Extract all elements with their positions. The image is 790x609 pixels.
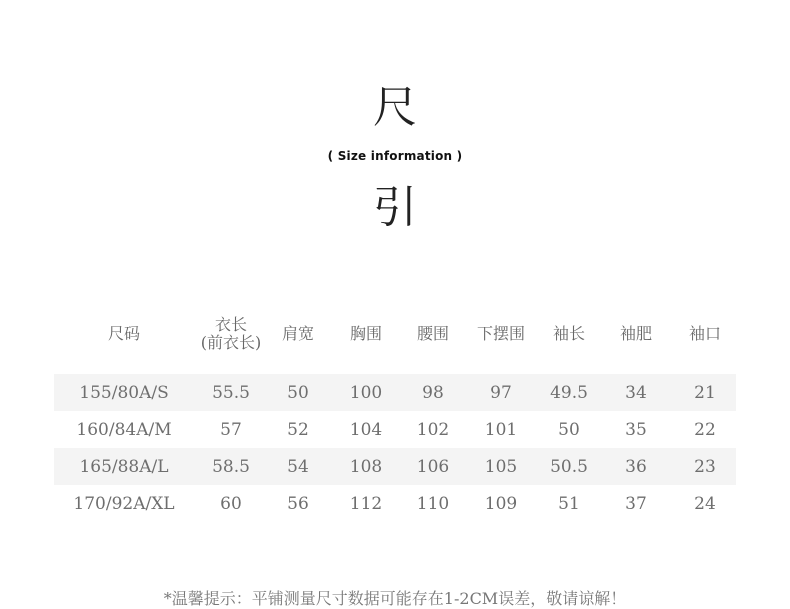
table-cell: 57 bbox=[220, 419, 242, 440]
table-cell: 36 bbox=[598, 448, 674, 485]
table-cell: 34 bbox=[598, 374, 674, 411]
table-cell: 108 bbox=[328, 448, 404, 485]
table-cell: 50.5 bbox=[540, 448, 598, 485]
table-cell: 110 bbox=[416, 493, 450, 514]
table-cell: 54 bbox=[268, 448, 328, 485]
size-information-subtitle: ( Size information ) bbox=[327, 149, 463, 163]
table-cell: 112 bbox=[349, 493, 383, 514]
table-cell: 21 bbox=[674, 374, 736, 411]
table-cell: 56 bbox=[287, 493, 309, 514]
header-shoulder: 肩宽 bbox=[281, 324, 314, 343]
table-cell: 37 bbox=[625, 493, 647, 514]
header-sleeve-length: 袖长 bbox=[552, 324, 585, 343]
table-cell: 22 bbox=[694, 419, 716, 440]
size-table bbox=[54, 312, 736, 522]
header-waist: 腰围 bbox=[416, 324, 449, 343]
table-cell: 170/92A/XL bbox=[73, 493, 175, 514]
title-char-top: 尺 bbox=[373, 82, 417, 133]
table-cell: 49.5 bbox=[540, 374, 598, 411]
table-cell: 55.5 bbox=[194, 374, 268, 411]
table-cell: 105 bbox=[462, 448, 540, 485]
table-cell: 50 bbox=[268, 374, 328, 411]
table-cell: 98 bbox=[404, 374, 462, 411]
header-hem: 下摆围 bbox=[476, 324, 525, 343]
header-chest: 胸围 bbox=[349, 324, 382, 343]
table-cell: 60 bbox=[220, 493, 242, 514]
table-row bbox=[54, 374, 736, 411]
table-cell: 58.5 bbox=[194, 448, 268, 485]
table-spacer bbox=[54, 356, 736, 374]
table-cell: 104 bbox=[349, 419, 383, 440]
table-cell: 160/84A/M bbox=[76, 419, 172, 440]
table-cell: 100 bbox=[328, 374, 404, 411]
header-size: 尺码 bbox=[107, 324, 140, 343]
header-length bbox=[194, 312, 268, 356]
measurement-disclaimer: *温馨提示：平铺测量尺寸数据可能存在1-2CM误差，敬请谅解！ bbox=[163, 589, 627, 608]
table-row bbox=[54, 485, 736, 522]
table-cell: 51 bbox=[558, 493, 580, 514]
table-cell: 35 bbox=[625, 419, 647, 440]
header-cuff: 袖口 bbox=[688, 324, 721, 343]
title-char-bottom: 引 bbox=[373, 182, 417, 233]
table-cell: 155/80A/S bbox=[54, 374, 194, 411]
table-cell: 102 bbox=[416, 419, 450, 440]
header-sleeve-width: 袖肥 bbox=[619, 324, 652, 343]
table-cell: 50 bbox=[558, 419, 580, 440]
table-row bbox=[54, 411, 736, 448]
table-cell: 23 bbox=[674, 448, 736, 485]
table-header-row bbox=[54, 312, 736, 356]
table-cell: 52 bbox=[287, 419, 309, 440]
table-cell: 109 bbox=[484, 493, 518, 514]
table-cell: 97 bbox=[462, 374, 540, 411]
table-cell: 24 bbox=[694, 493, 716, 514]
table-cell: 101 bbox=[484, 419, 518, 440]
table-cell: 165/88A/L bbox=[54, 448, 194, 485]
header-length-text: 衣长 (前衣长) bbox=[200, 315, 262, 352]
table-cell: 106 bbox=[404, 448, 462, 485]
table-row bbox=[54, 448, 736, 485]
